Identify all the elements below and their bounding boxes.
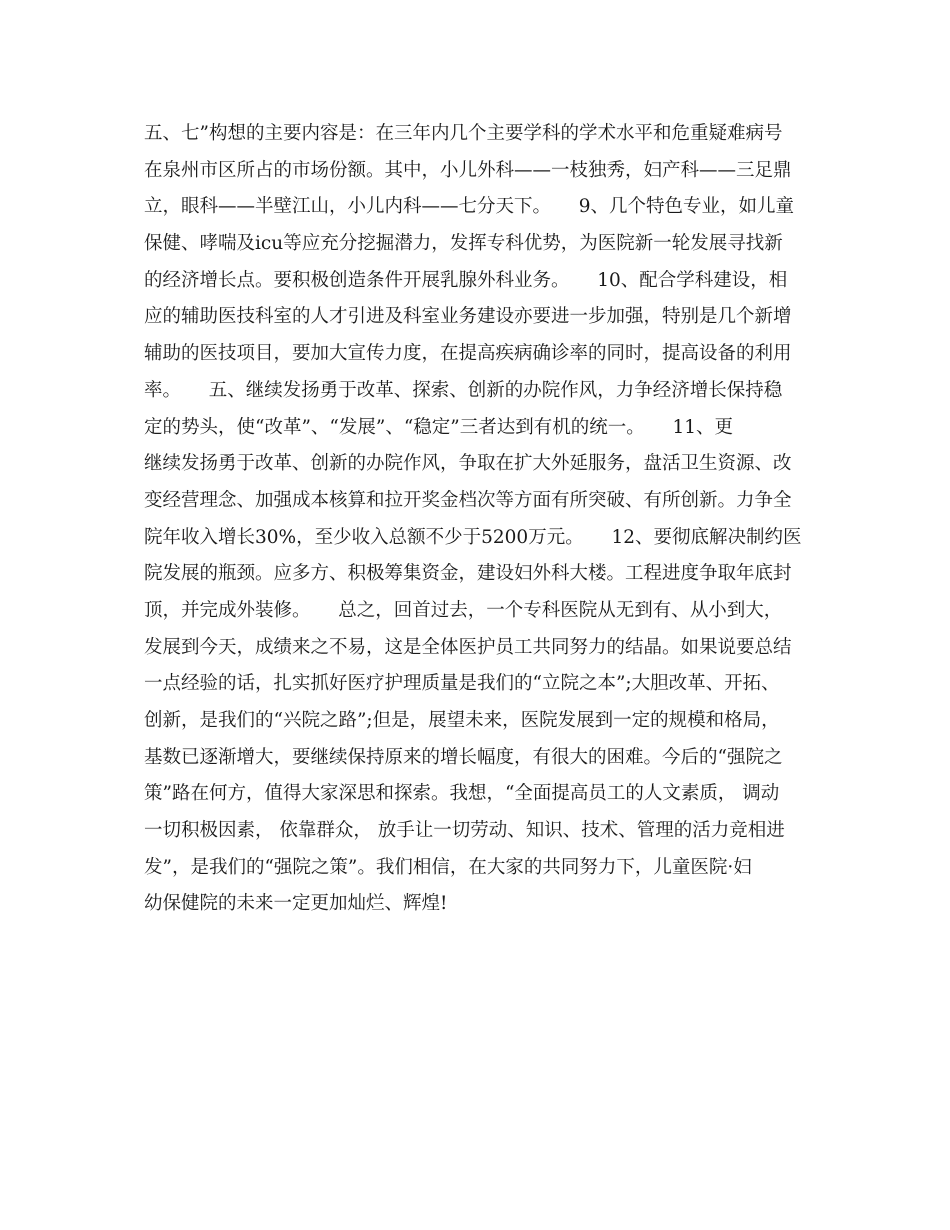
text-line: 辅助的医技项目，要加大宣传力度，在提高疾病确诊率的同时，提高设备的利用	[144, 343, 792, 365]
text-line: 五、七”构想的主要内容是：在三年内几个主要学科的学术水平和危重疑难病号	[144, 123, 783, 144]
text-line: 保健、哮喘及icu等应充分挖掘潜力，发挥专科优势，为医院新一轮发展寻找新	[144, 233, 783, 255]
text-line: 发”，是我们的“强院之策”。我们相信，在大家的共同努力下，儿童医院·妇	[144, 856, 752, 878]
text-line: 基数已逐渐增大，要继续保持原来的增长幅度，有很大的困难。今后的“强院之	[144, 746, 783, 768]
text-line: 率。 五、继续发扬勇于改革、探索、创新的办院作风，力争经济增长保持稳	[144, 379, 783, 401]
text-line: 在泉州市区所占的市场份额。其中，小儿外科——一枝独秀，妇产科——三足鼎	[144, 159, 792, 181]
text-line: 变经营理念、加强成本核算和拉开奖金档次等方面有所突破、有所创新。力争全	[144, 489, 792, 511]
text-line: 应的辅助医技科室的人才引进及科室业务建设亦要进一步加强，特别是几个新增	[144, 306, 792, 328]
text-line: 院发展的瓶颈。应多方、积极筹集资金，建设妇外科大楼。工程进度争取年底封	[144, 563, 792, 585]
text-line: 策”路在何方，值得大家深思和探索。我想，“全面提高员工的人文素质， 调动	[144, 783, 780, 805]
text-line: 继续发扬勇于改革、创新的办院作风，争取在扩大外延服务，盘活卫生资源、改	[144, 453, 792, 475]
text-line: 的经济增长点。要积极创造条件开展乳腺外科业务。 10、配合学科建设，相	[144, 269, 788, 291]
text-line: 发展到今天，成绩来之不易，这是全体医护员工共同努力的结晶。如果说要总结	[144, 636, 792, 658]
text-line: 院年收入增长30%，至少收入总额不少于5200万元。 12、要彻底解决制约医	[144, 526, 802, 548]
text-line: 定的势头，使“改革”、“发展”、“稳定”三者达到有机的统一。 11、更	[144, 416, 734, 438]
text-line: 创新，是我们的“兴院之路”;但是，展望未来，医院发展到一定的规模和格局，	[144, 710, 780, 731]
text-line: 顶，并完成外装修。 总之，回首过去，一个专科医院从无到有、从小到大，	[144, 599, 783, 621]
body-text	[144, 116, 814, 923]
text-line: 幼保健院的未来一定更加灿烂、辉煌!	[144, 893, 448, 915]
text-line: 立，眼科——半壁江山，小儿内科——七分天下。 9、几个特色专业，如儿童	[144, 196, 795, 218]
text-line: 一点经验的话，扎实抓好医疗护理质量是我们的“立院之本”;大胆改革、开拓、	[144, 673, 780, 695]
text-line: 一切积极因素， 依靠群众， 放手让一切劳动、知识、技术、管理的活力竞相进	[144, 820, 785, 842]
